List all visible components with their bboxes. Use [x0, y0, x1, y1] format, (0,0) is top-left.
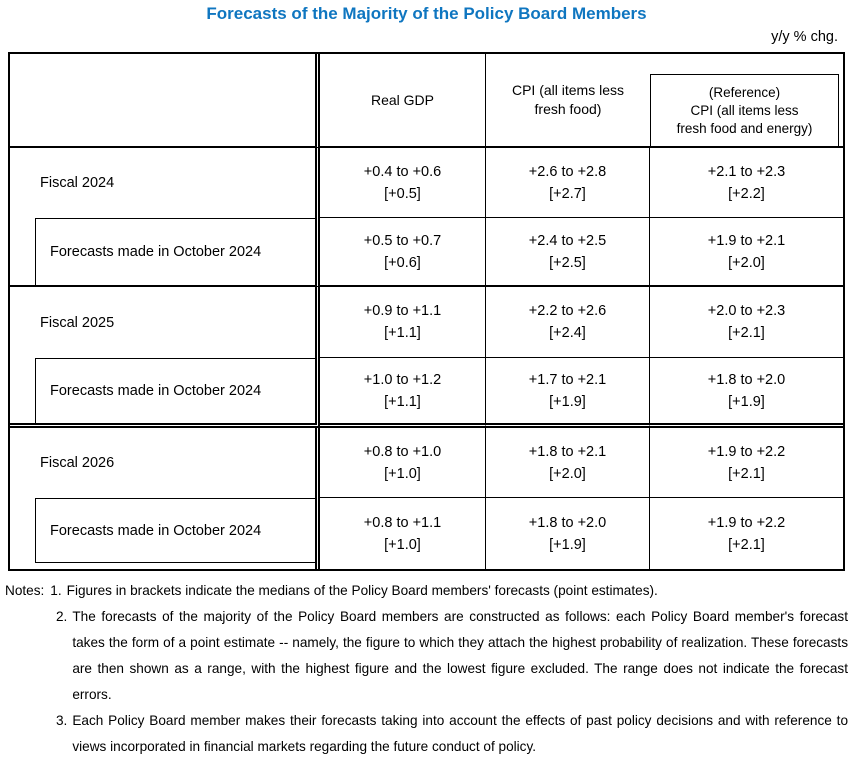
row-label-text: Forecasts made in October 2024	[50, 522, 262, 539]
cell-ref-fiscal-2025	[650, 287, 843, 358]
row-label-text: Forecasts made in October 2024	[50, 383, 262, 399]
note-3-number: 3.	[56, 713, 68, 728]
row-label-text: Fiscal 2024	[40, 175, 115, 191]
cell-ref-oct-fy2024	[650, 218, 843, 287]
range-value: +2.2 to +2.6	[528, 303, 607, 319]
median-value: [+2.1]	[728, 536, 765, 553]
median-value: [+2.2]	[728, 185, 765, 202]
header-empty-cell	[10, 54, 320, 148]
median-value: [+1.1]	[384, 325, 421, 341]
range-value: +0.4 to +0.6	[363, 163, 442, 180]
cell-ref-oct-fy2025	[650, 358, 843, 428]
header-cpi-line2: fresh food)	[534, 101, 602, 117]
header-reference-line2: CPI (all items less	[690, 102, 799, 118]
range-value: +2.6 to +2.8	[528, 163, 607, 180]
note-2	[5, 604, 848, 708]
cell-cpi-oct-fy2024	[486, 218, 650, 287]
unit-note: y/y % chg.	[771, 29, 838, 45]
notes-label: Notes:	[5, 583, 45, 598]
row-label-fiscal-2025	[10, 287, 320, 358]
cell-cpi-fiscal-2026	[486, 428, 650, 498]
median-value: [+2.0]	[728, 254, 765, 271]
note-1-number: 1.	[50, 583, 62, 598]
median-value: [+1.0]	[384, 536, 421, 553]
cell-gdp-fiscal-2025	[320, 287, 486, 358]
range-value: +0.8 to +1.1	[363, 514, 442, 531]
median-value: [+1.0]	[384, 465, 421, 482]
cell-gdp-fiscal-2026	[320, 428, 486, 498]
cell-gdp-oct-fy2025	[320, 358, 486, 428]
header-cpi	[486, 54, 650, 148]
range-value: +0.8 to +1.0	[363, 443, 442, 460]
row-label-text: Forecasts made in October 2024	[50, 244, 262, 260]
median-value: [+2.1]	[728, 465, 765, 482]
page-title: Forecasts of the Majority of the Policy Board Members	[206, 4, 647, 23]
median-value: [+2.7]	[549, 185, 586, 202]
range-value: +1.8 to +2.1	[528, 443, 607, 460]
cell-cpi-fiscal-2024	[486, 148, 650, 218]
range-value: +1.9 to +2.2	[707, 514, 786, 531]
notes-section	[5, 578, 848, 760]
row-label-text: Fiscal 2025	[40, 314, 115, 331]
note-3-text: Each Policy Board member makes their forecasts taking into account the effects of past policy decisions and with reference to views incorporated in financial markets regarding the future conduct of policy.	[72, 713, 848, 754]
october-label-box	[35, 218, 315, 285]
median-value: [+1.9]	[549, 393, 586, 410]
range-value: +1.8 to +2.0	[707, 371, 786, 388]
range-value: +0.5 to +0.7	[363, 232, 442, 249]
row-label-fiscal-2026	[10, 428, 320, 498]
row-label-text: Fiscal 2026	[40, 455, 115, 471]
row-label-october-2024-fy2026	[10, 498, 320, 569]
range-value: +2.0 to +2.3	[707, 303, 786, 319]
cell-ref-fiscal-2026	[650, 428, 843, 498]
range-value: +2.1 to +2.3	[707, 163, 786, 180]
range-value: +0.9 to +1.1	[363, 303, 442, 319]
range-value: +2.4 to +2.5	[528, 232, 607, 249]
row-label-fiscal-2024	[10, 148, 320, 218]
header-reference-box	[650, 74, 839, 146]
header-real-gdp	[320, 54, 486, 148]
header-reference-line1: (Reference)	[708, 84, 781, 100]
cell-cpi-fiscal-2025	[486, 287, 650, 358]
row-label-october-2024-fy2024	[10, 218, 320, 287]
median-value: [+2.5]	[549, 254, 586, 271]
range-value: +1.0 to +1.2	[363, 371, 442, 388]
range-value: +1.9 to +2.2	[707, 443, 786, 460]
header-reference-line3: fresh food and energy)	[676, 120, 813, 136]
cell-gdp-fiscal-2024	[320, 148, 486, 218]
median-value: [+1.1]	[384, 393, 421, 410]
median-value: [+1.9]	[728, 393, 765, 410]
note-1	[5, 578, 848, 604]
cell-gdp-oct-fy2024	[320, 218, 486, 287]
cell-cpi-oct-fy2026	[486, 498, 650, 569]
median-value: [+0.5]	[384, 185, 421, 202]
note-3	[5, 708, 848, 760]
median-value: [+1.9]	[549, 536, 586, 553]
range-value: +1.9 to +2.1	[707, 232, 786, 249]
note-2-number: 2.	[56, 609, 68, 624]
median-value: [+2.0]	[549, 465, 586, 482]
median-value: [+2.4]	[549, 325, 586, 341]
range-value: +1.7 to +2.1	[528, 371, 607, 388]
median-value: [+0.6]	[384, 254, 421, 271]
cell-ref-fiscal-2024	[650, 148, 843, 218]
header-reference	[650, 54, 843, 148]
note-1-text: Figures in brackets indicate the medians of the Policy Board members' forecasts (point estimates).	[66, 583, 658, 598]
header-cpi-line1: CPI (all items less	[511, 82, 625, 98]
cell-gdp-oct-fy2026	[320, 498, 486, 569]
cell-ref-oct-fy2026	[650, 498, 843, 569]
range-value: +1.8 to +2.0	[528, 514, 607, 531]
median-value: [+2.1]	[728, 325, 765, 341]
cell-cpi-oct-fy2025	[486, 358, 650, 428]
october-label-box	[35, 358, 315, 423]
forecast-table	[8, 52, 845, 571]
october-label-box	[35, 498, 315, 563]
row-label-october-2024-fy2025	[10, 358, 320, 428]
note-2-text: The forecasts of the majority of the Policy Board members are constructed as follows: each Policy Board member's forecast takes the form of a point estimate -- namely, the figure to which they attach the highest probability of realization. These forecasts are then shown as a range, with the highest figure and the lowest figure excluded. The range does not indicate the forecast errors.	[72, 609, 848, 702]
header-real-gdp-label: Real GDP	[370, 91, 435, 108]
